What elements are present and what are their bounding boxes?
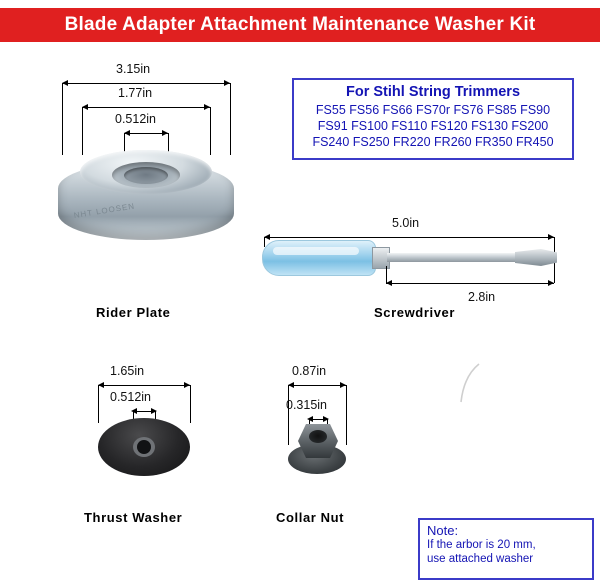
screwdriver-handle [262,240,376,276]
collar-nut-dim-outer-line [288,385,346,386]
screwdriver-dim-total: 5.0in [392,216,420,230]
compatibility-box [292,78,574,160]
screwdriver-tick-shaft-left [386,266,387,283]
title-banner [0,8,600,42]
note-title: Note: [427,523,459,538]
thrust-washer-center-hole [137,440,151,454]
collar-nut-center-hole [309,430,327,443]
rider-plate-dim-bore: 0.512in [115,112,157,126]
compatibility-line-3: FS240 FS250 FR220 FR260 FR350 FR450 [312,135,554,149]
thrust-washer-tick-outer-right [190,385,191,423]
compatibility-title: For Stihl String Trimmers [345,84,521,100]
note-line-1: If the arbor is 20 mm, [427,539,536,551]
screwdriver-dim-total-line [264,237,554,238]
rider-plate-tick-outer-right [230,83,231,155]
rider-plate-dim-outer: 3.15in [116,62,151,76]
page-title: Blade Adapter Attachment Maintenance Washer Kit [64,14,536,35]
rider-plate-dim-mid: 1.77in [118,86,153,100]
thrust-washer-tick-outer-left [98,385,99,423]
note-box [418,518,594,580]
rider-plate-dim-outer-line [62,83,230,84]
thrust-washer-dim-bore: 0.512in [110,390,152,404]
screwdriver-dim-shaft-line [386,283,554,284]
screwdriver-tip [515,249,557,266]
wire-icon [455,362,481,404]
collar-nut-dim-outer: 0.87in [292,364,327,378]
rider-plate-caption: Rider Plate [96,305,171,320]
rider-plate-image [58,148,234,258]
rider-plate-emboss-text: NHT LOOSEN [73,201,136,221]
screwdriver-dim-shaft-arrow-right [548,280,554,286]
thrust-washer-dim-bore-arrow-right [151,408,157,414]
thrust-washer-dim-outer: 1.65in [110,364,145,378]
thrust-washer-dim-bore-arrow-left [131,408,137,414]
rider-plate-center-hole [124,167,168,184]
screwdriver-dim-shaft: 2.8in [468,290,496,304]
compatibility-line-1: FS55 FS56 FS66 FS70r FS76 FS85 FS90 [315,103,551,117]
thrust-washer-caption: Thrust Washer [84,510,183,525]
screwdriver-shaft [387,253,517,262]
compatibility-line-2: FS91 FS100 FS110 FS120 FS130 FS200 [317,119,549,133]
rider-plate-dim-mid-line [82,107,210,108]
collar-nut-dim-bore: 0.315in [286,398,328,412]
collar-nut-dim-bore-arrow-right [323,416,329,422]
screwdriver-caption: Screwdriver [374,305,456,320]
collar-nut-dim-bore-arrow-left [307,416,313,422]
note-line-2: use attached washer [427,553,534,565]
rider-plate-tick-outer-left [62,83,63,155]
thrust-washer-dim-outer-line [98,385,190,386]
collar-nut-caption: Collar Nut [276,510,345,525]
collar-nut-tick-outer-right [346,385,347,445]
collar-nut-tick-outer-left [288,385,289,445]
